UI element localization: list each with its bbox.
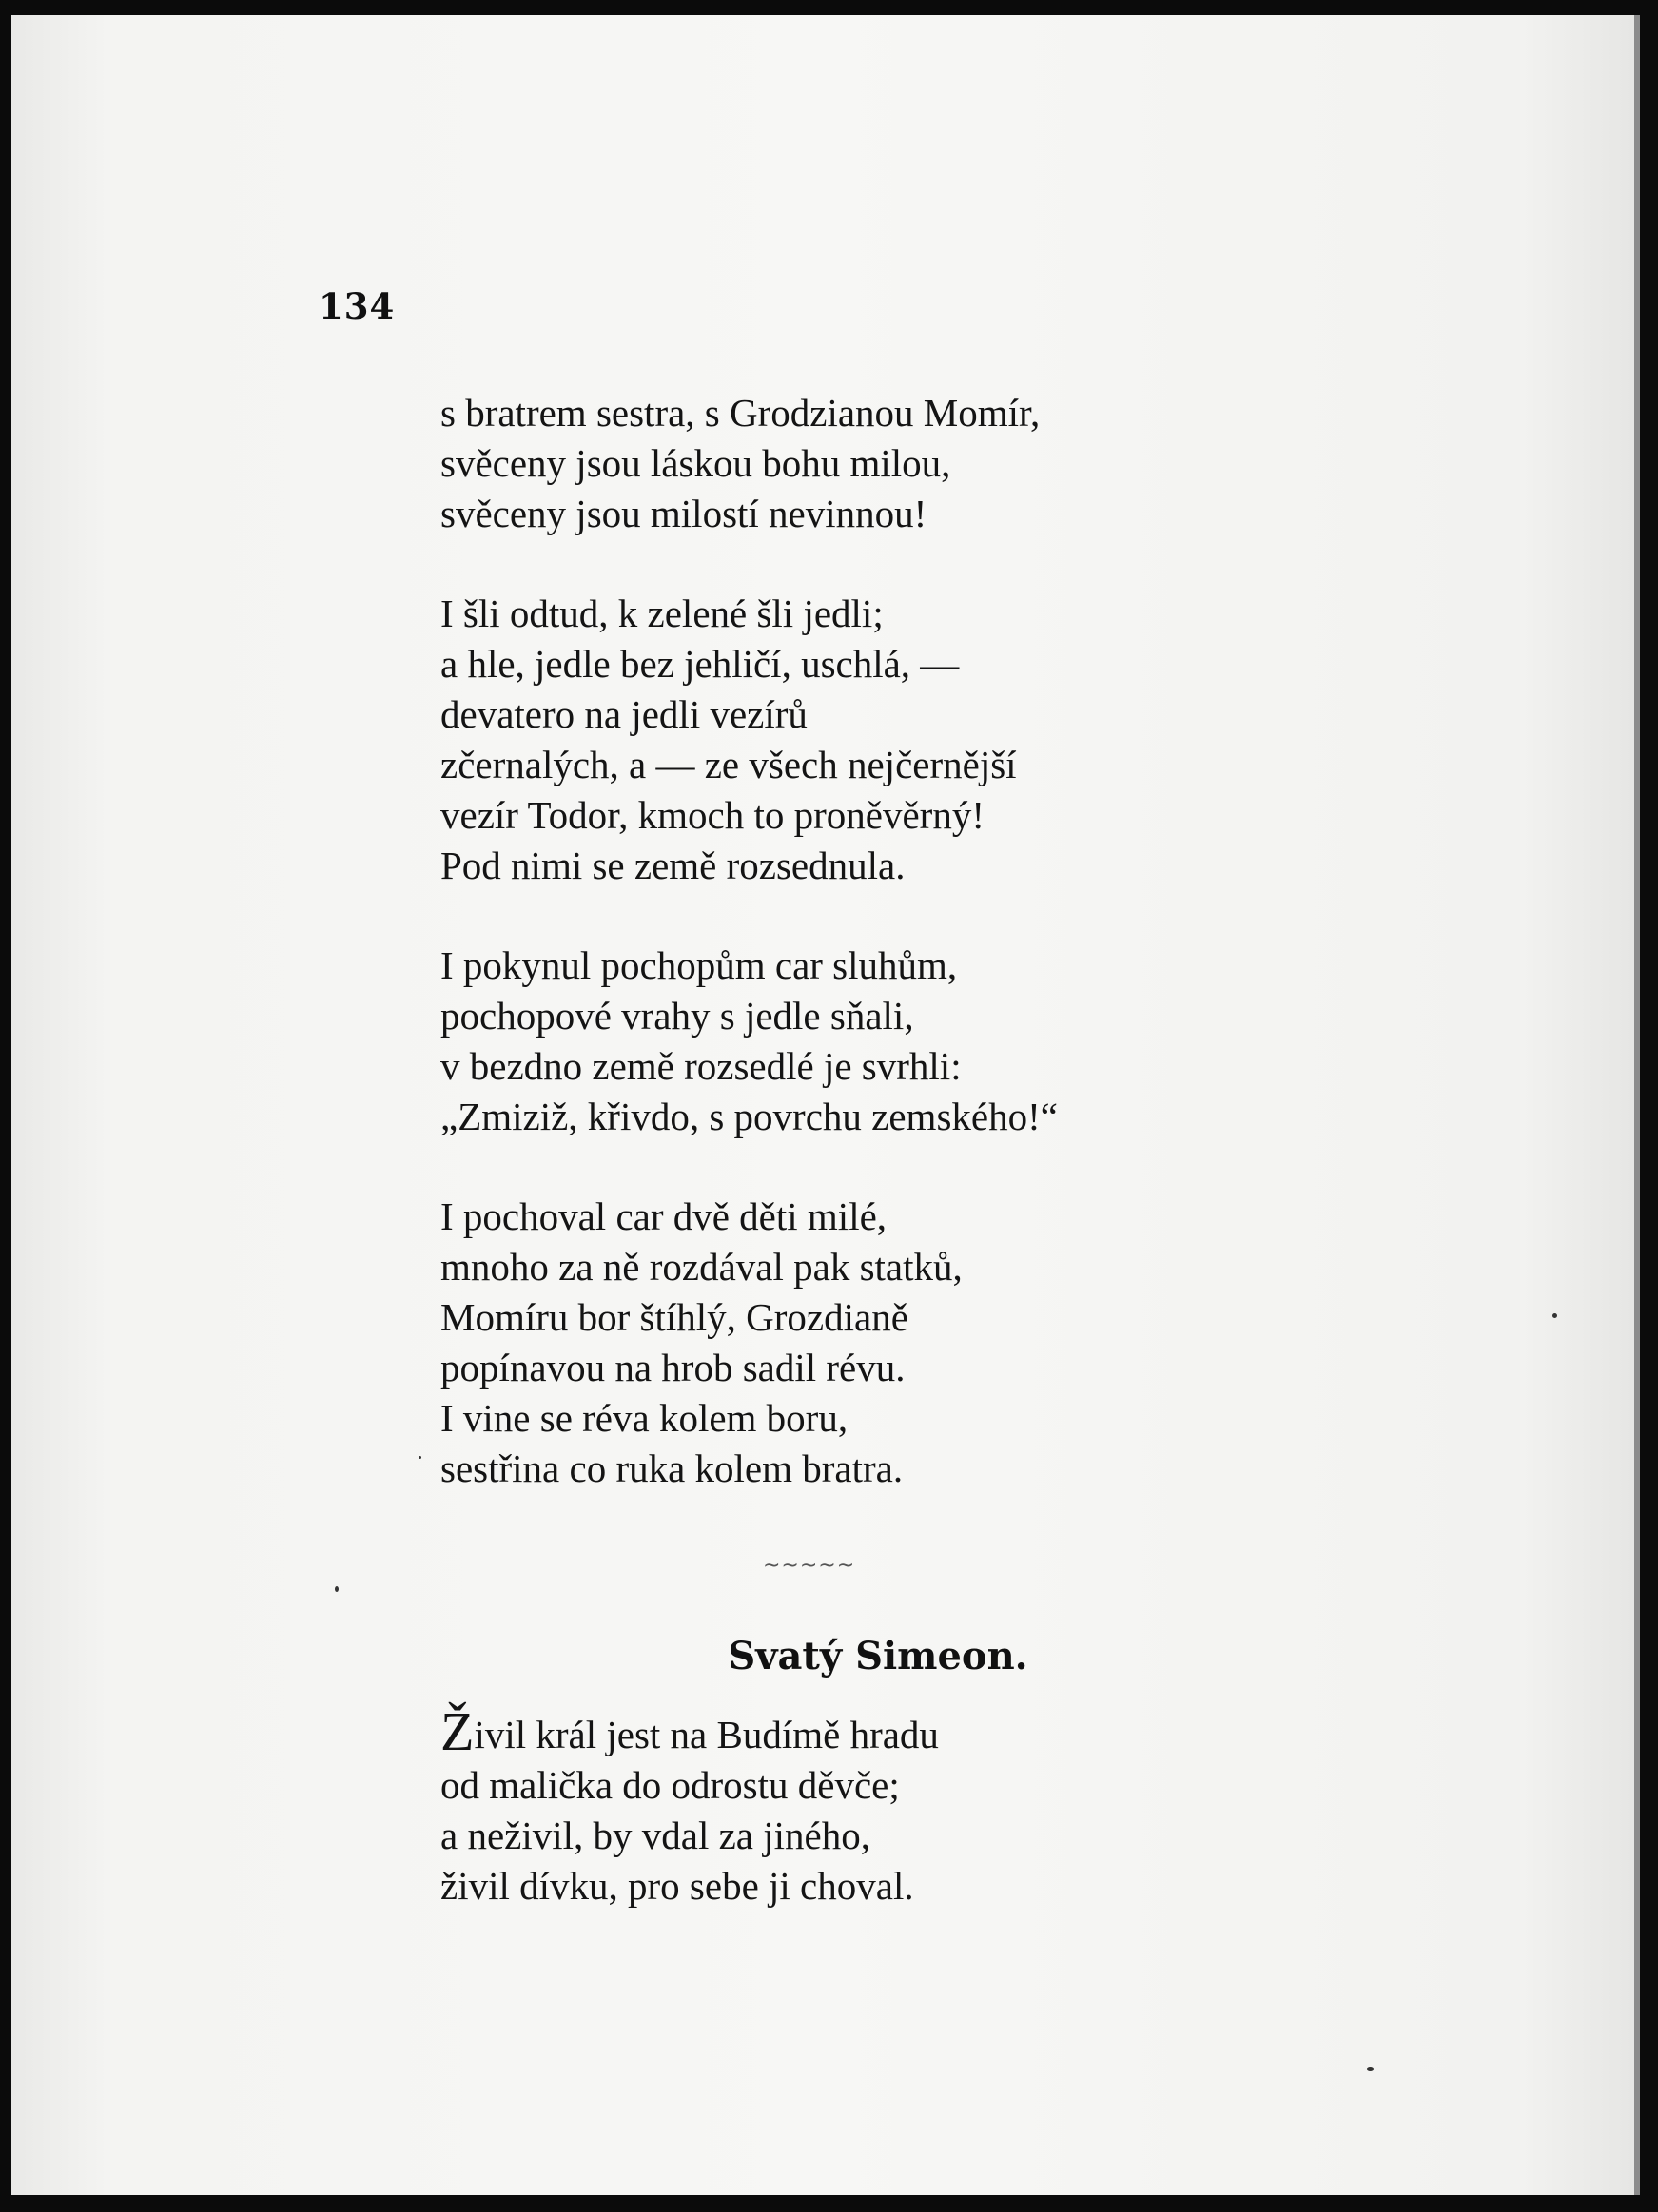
book-page xyxy=(11,15,1640,2195)
verse-line: I šli odtud, k zelené šli jedli; xyxy=(440,592,884,635)
verse-line: v bezdno země rozsedlé je svrhli: xyxy=(440,1044,962,1088)
poem-title-wrapper xyxy=(11,1634,1640,1678)
verse-line: a neživil, by vdal za jiného, xyxy=(440,1814,870,1857)
print-speck xyxy=(419,1456,421,1459)
verse-line: I pokynul pochopům car sluhům, xyxy=(440,943,958,987)
drop-initial: Ž xyxy=(440,1700,475,1762)
verse-line: popínavou na hrob sadil révu. xyxy=(440,1346,906,1389)
poem-continuation xyxy=(440,388,1058,1543)
verse-line: „Zmiziž, křivdo, s povrchu zemského!“ xyxy=(440,1095,1058,1138)
verse-line: a hle, jedle bez jehličí, uschlá, — xyxy=(440,642,960,686)
first-line-text: ivil král jest na Budímě hradu xyxy=(474,1713,939,1756)
poem-title: Svatý Simeon. xyxy=(728,1634,1028,1678)
poem-svaty-simeon xyxy=(440,1700,939,1911)
verse-line: vezír Todor, kmoch to proněvěrný! xyxy=(440,793,985,837)
verse-line: I vine se réva kolem boru, xyxy=(440,1396,849,1440)
page-number: 134 xyxy=(319,285,396,327)
verse-line: živil dívku, pro sebe ji choval. xyxy=(440,1864,914,1908)
verse-line: I pochoval car dvě děti milé, xyxy=(440,1194,888,1238)
stanza xyxy=(440,388,1058,539)
print-speck xyxy=(335,1586,339,1592)
print-speck xyxy=(1552,1313,1557,1318)
section-divider: ~~~~~ xyxy=(763,1554,856,1578)
verse-line: svěceny jsou láskou bohu milou, xyxy=(440,441,951,485)
verse-line: sestřina co ruka kolem bratra. xyxy=(440,1446,904,1490)
verse-line: Pod nimi se země rozsednula. xyxy=(440,844,906,887)
stanza xyxy=(440,1192,1058,1494)
verse-line: od malička do odrostu děvče; xyxy=(440,1763,900,1807)
verse-line: s bratrem sestra, s Grodzianou Momír, xyxy=(440,391,1041,435)
verse-line: Momíru bor štíhlý, Grozdianě xyxy=(440,1295,908,1339)
stanza xyxy=(440,941,1058,1142)
verse-line: zčernalých, a — ze všech nejčernější xyxy=(440,743,1017,786)
verse-line: devatero na jedli vezírů xyxy=(440,692,808,736)
print-speck xyxy=(1367,2067,1374,2071)
verse-line: svěceny jsou milostí nevinnou! xyxy=(440,492,927,535)
stanza xyxy=(440,589,1058,891)
verse-line xyxy=(440,1700,939,1762)
verse-line: pochopové vrahy s jedle sňali, xyxy=(440,994,914,1038)
verse-line: mnoho za ně rozdával pak statků, xyxy=(440,1245,963,1289)
